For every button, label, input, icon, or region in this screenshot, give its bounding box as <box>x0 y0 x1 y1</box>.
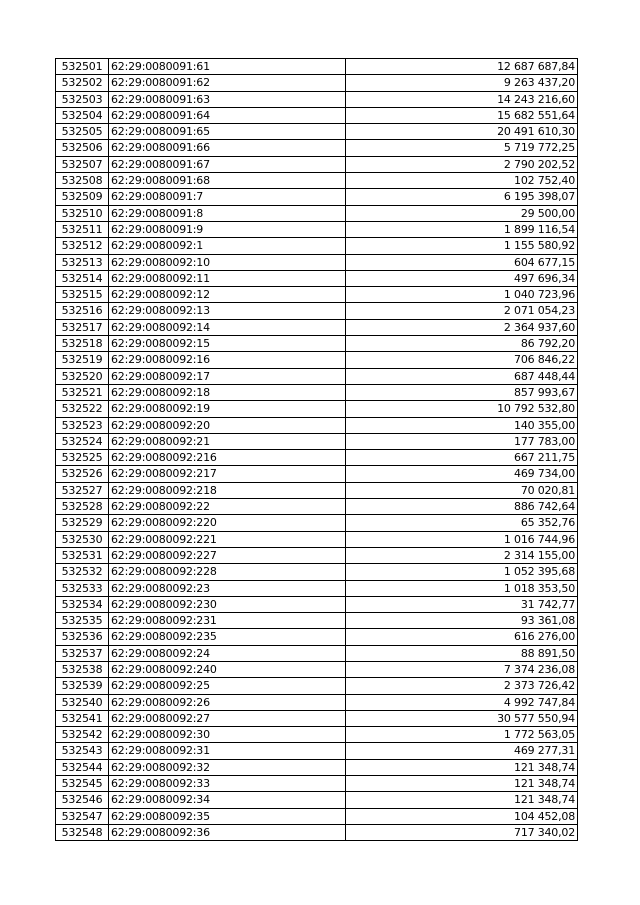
row-number-cell: 532520 <box>56 368 109 384</box>
table-row <box>56 661 578 677</box>
table-row <box>56 270 578 286</box>
cadastral-number-cell: 62:29:0080092:30 <box>109 727 346 743</box>
table-row <box>56 450 578 466</box>
cadastral-number-cell: 62:29:0080091:68 <box>109 173 346 189</box>
cadastral-value-table <box>55 58 578 841</box>
cadastral-number-cell: 62:29:0080092:216 <box>109 450 346 466</box>
row-number-cell: 532515 <box>56 287 109 303</box>
table-row <box>56 596 578 612</box>
table-row <box>56 401 578 417</box>
row-number-cell: 532505 <box>56 124 109 140</box>
row-number-cell: 532508 <box>56 173 109 189</box>
cadastral-value-cell: 140 355,00 <box>346 417 578 433</box>
table-row <box>56 352 578 368</box>
table-row <box>56 140 578 156</box>
cadastral-number-cell: 62:29:0080092:227 <box>109 547 346 563</box>
row-number-cell: 532536 <box>56 629 109 645</box>
row-number-cell: 532537 <box>56 645 109 661</box>
row-number-cell: 532511 <box>56 221 109 237</box>
cadastral-number-cell: 62:29:0080092:217 <box>109 466 346 482</box>
cadastral-number-cell: 62:29:0080091:64 <box>109 107 346 123</box>
row-number-cell: 532541 <box>56 710 109 726</box>
table-row <box>56 466 578 482</box>
table-row <box>56 124 578 140</box>
cadastral-number-cell: 62:29:0080092:23 <box>109 580 346 596</box>
table-row <box>56 710 578 726</box>
row-number-cell: 532512 <box>56 238 109 254</box>
cadastral-value-cell: 469 277,31 <box>346 743 578 759</box>
cadastral-number-cell: 62:29:0080092:231 <box>109 613 346 629</box>
table-row <box>56 678 578 694</box>
cadastral-number-cell: 62:29:0080091:63 <box>109 91 346 107</box>
row-number-cell: 532503 <box>56 91 109 107</box>
cadastral-number-cell: 62:29:0080092:221 <box>109 531 346 547</box>
table-row <box>56 368 578 384</box>
row-number-cell: 532513 <box>56 254 109 270</box>
table-row <box>56 287 578 303</box>
table-row <box>56 156 578 172</box>
table-row <box>56 645 578 661</box>
cadastral-value-cell: 20 491 610,30 <box>346 124 578 140</box>
row-number-cell: 532530 <box>56 531 109 547</box>
cadastral-value-cell: 121 348,74 <box>346 792 578 808</box>
cadastral-number-cell: 62:29:0080092:220 <box>109 515 346 531</box>
cadastral-value-cell: 2 071 054,23 <box>346 303 578 319</box>
cadastral-number-cell: 62:29:0080092:1 <box>109 238 346 254</box>
row-number-cell: 532522 <box>56 401 109 417</box>
row-number-cell: 532501 <box>56 59 109 75</box>
cadastral-value-cell: 857 993,67 <box>346 384 578 400</box>
row-number-cell: 532538 <box>56 661 109 677</box>
cadastral-value-cell: 70 020,81 <box>346 482 578 498</box>
row-number-cell: 532548 <box>56 824 109 840</box>
cadastral-number-cell: 62:29:0080092:12 <box>109 287 346 303</box>
cadastral-number-cell: 62:29:0080092:36 <box>109 824 346 840</box>
cadastral-value-cell: 2 314 155,00 <box>346 547 578 563</box>
table-row <box>56 482 578 498</box>
table-row <box>56 499 578 515</box>
table-row <box>56 824 578 840</box>
table-row <box>56 254 578 270</box>
cadastral-number-cell: 62:29:0080092:240 <box>109 661 346 677</box>
cadastral-number-cell: 62:29:0080092:22 <box>109 499 346 515</box>
row-number-cell: 532506 <box>56 140 109 156</box>
cadastral-number-cell: 62:29:0080092:13 <box>109 303 346 319</box>
cadastral-value-cell: 2 364 937,60 <box>346 319 578 335</box>
cadastral-number-cell: 62:29:0080092:228 <box>109 564 346 580</box>
table-row <box>56 743 578 759</box>
table-row <box>56 384 578 400</box>
table-row <box>56 531 578 547</box>
row-number-cell: 532524 <box>56 433 109 449</box>
row-number-cell: 532542 <box>56 727 109 743</box>
row-number-cell: 532528 <box>56 499 109 515</box>
cadastral-value-cell: 102 752,40 <box>346 173 578 189</box>
row-number-cell: 532534 <box>56 596 109 612</box>
table-row <box>56 759 578 775</box>
table-row <box>56 107 578 123</box>
cadastral-number-cell: 62:29:0080091:9 <box>109 221 346 237</box>
cadastral-value-cell: 121 348,74 <box>346 776 578 792</box>
table-body <box>56 59 578 841</box>
cadastral-number-cell: 62:29:0080092:26 <box>109 694 346 710</box>
cadastral-value-cell: 104 452,08 <box>346 808 578 824</box>
cadastral-value-cell: 6 195 398,07 <box>346 189 578 205</box>
cadastral-value-cell: 604 677,15 <box>346 254 578 270</box>
cadastral-value-cell: 15 682 551,64 <box>346 107 578 123</box>
row-number-cell: 532519 <box>56 352 109 368</box>
row-number-cell: 532539 <box>56 678 109 694</box>
row-number-cell: 532535 <box>56 613 109 629</box>
row-number-cell: 532523 <box>56 417 109 433</box>
cadastral-number-cell: 62:29:0080091:8 <box>109 205 346 221</box>
cadastral-number-cell: 62:29:0080092:33 <box>109 776 346 792</box>
cadastral-value-cell: 121 348,74 <box>346 759 578 775</box>
cadastral-value-cell: 86 792,20 <box>346 336 578 352</box>
row-number-cell: 532504 <box>56 107 109 123</box>
table-row <box>56 433 578 449</box>
cadastral-value-cell: 31 742,77 <box>346 596 578 612</box>
cadastral-number-cell: 62:29:0080092:235 <box>109 629 346 645</box>
row-number-cell: 532502 <box>56 75 109 91</box>
cadastral-value-cell: 2 790 202,52 <box>346 156 578 172</box>
cadastral-number-cell: 62:29:0080091:65 <box>109 124 346 140</box>
row-number-cell: 532507 <box>56 156 109 172</box>
cadastral-number-cell: 62:29:0080092:21 <box>109 433 346 449</box>
cadastral-number-cell: 62:29:0080092:27 <box>109 710 346 726</box>
row-number-cell: 532517 <box>56 319 109 335</box>
table-row <box>56 547 578 563</box>
cadastral-value-cell: 616 276,00 <box>346 629 578 645</box>
cadastral-value-cell: 177 783,00 <box>346 433 578 449</box>
table-row <box>56 319 578 335</box>
cadastral-value-cell: 14 243 216,60 <box>346 91 578 107</box>
row-number-cell: 532544 <box>56 759 109 775</box>
cadastral-value-cell: 4 992 747,84 <box>346 694 578 710</box>
cadastral-value-cell: 687 448,44 <box>346 368 578 384</box>
table-row <box>56 792 578 808</box>
row-number-cell: 532526 <box>56 466 109 482</box>
cadastral-value-cell: 706 846,22 <box>346 352 578 368</box>
cadastral-number-cell: 62:29:0080091:7 <box>109 189 346 205</box>
cadastral-value-cell: 29 500,00 <box>346 205 578 221</box>
table-row <box>56 727 578 743</box>
cadastral-number-cell: 62:29:0080091:61 <box>109 59 346 75</box>
table-row <box>56 75 578 91</box>
row-number-cell: 532510 <box>56 205 109 221</box>
cadastral-number-cell: 62:29:0080091:66 <box>109 140 346 156</box>
table-row <box>56 515 578 531</box>
table-row <box>56 59 578 75</box>
cadastral-number-cell: 62:29:0080092:35 <box>109 808 346 824</box>
cadastral-number-cell: 62:29:0080092:16 <box>109 352 346 368</box>
cadastral-number-cell: 62:29:0080092:31 <box>109 743 346 759</box>
row-number-cell: 532521 <box>56 384 109 400</box>
row-number-cell: 532540 <box>56 694 109 710</box>
table-row <box>56 91 578 107</box>
row-number-cell: 532514 <box>56 270 109 286</box>
cadastral-number-cell: 62:29:0080092:25 <box>109 678 346 694</box>
table-row <box>56 205 578 221</box>
row-number-cell: 532529 <box>56 515 109 531</box>
row-number-cell: 532527 <box>56 482 109 498</box>
cadastral-value-cell: 65 352,76 <box>346 515 578 531</box>
table-row <box>56 173 578 189</box>
table-row <box>56 580 578 596</box>
table-row <box>56 808 578 824</box>
cadastral-value-cell: 93 361,08 <box>346 613 578 629</box>
cadastral-number-cell: 62:29:0080092:32 <box>109 759 346 775</box>
cadastral-value-cell: 1 899 116,54 <box>346 221 578 237</box>
row-number-cell: 532518 <box>56 336 109 352</box>
cadastral-number-cell: 62:29:0080092:20 <box>109 417 346 433</box>
cadastral-number-cell: 62:29:0080092:230 <box>109 596 346 612</box>
table-row <box>56 694 578 710</box>
cadastral-value-cell: 1 040 723,96 <box>346 287 578 303</box>
cadastral-value-cell: 1 772 563,05 <box>346 727 578 743</box>
cadastral-number-cell: 62:29:0080092:34 <box>109 792 346 808</box>
cadastral-number-cell: 62:29:0080092:14 <box>109 319 346 335</box>
cadastral-number-cell: 62:29:0080092:18 <box>109 384 346 400</box>
cadastral-number-cell: 62:29:0080092:19 <box>109 401 346 417</box>
table-row <box>56 613 578 629</box>
cadastral-value-cell: 1 018 353,50 <box>346 580 578 596</box>
cadastral-number-cell: 62:29:0080092:218 <box>109 482 346 498</box>
cadastral-number-cell: 62:29:0080092:15 <box>109 336 346 352</box>
cadastral-number-cell: 62:29:0080092:17 <box>109 368 346 384</box>
cadastral-number-cell: 62:29:0080091:67 <box>109 156 346 172</box>
cadastral-number-cell: 62:29:0080092:24 <box>109 645 346 661</box>
table-row <box>56 221 578 237</box>
cadastral-value-cell: 9 263 437,20 <box>346 75 578 91</box>
row-number-cell: 532525 <box>56 450 109 466</box>
row-number-cell: 532531 <box>56 547 109 563</box>
row-number-cell: 532509 <box>56 189 109 205</box>
cadastral-number-cell: 62:29:0080092:11 <box>109 270 346 286</box>
cadastral-value-cell: 10 792 532,80 <box>346 401 578 417</box>
table-row <box>56 417 578 433</box>
cadastral-value-cell: 1 155 580,92 <box>346 238 578 254</box>
row-number-cell: 532516 <box>56 303 109 319</box>
cadastral-value-cell: 497 696,34 <box>346 270 578 286</box>
table-row <box>56 629 578 645</box>
cadastral-value-cell: 886 742,64 <box>346 499 578 515</box>
cadastral-value-cell: 667 211,75 <box>346 450 578 466</box>
row-number-cell: 532546 <box>56 792 109 808</box>
table-row <box>56 776 578 792</box>
cadastral-value-cell: 30 577 550,94 <box>346 710 578 726</box>
row-number-cell: 532532 <box>56 564 109 580</box>
cadastral-value-cell: 1 016 744,96 <box>346 531 578 547</box>
cadastral-value-cell: 717 340,02 <box>346 824 578 840</box>
table-row <box>56 303 578 319</box>
cadastral-number-cell: 62:29:0080091:62 <box>109 75 346 91</box>
cadastral-value-cell: 88 891,50 <box>346 645 578 661</box>
cadastral-value-cell: 5 719 772,25 <box>346 140 578 156</box>
cadastral-value-cell: 2 373 726,42 <box>346 678 578 694</box>
cadastral-value-cell: 7 374 236,08 <box>346 661 578 677</box>
cadastral-value-cell: 12 687 687,84 <box>346 59 578 75</box>
row-number-cell: 532545 <box>56 776 109 792</box>
table-row <box>56 336 578 352</box>
row-number-cell: 532547 <box>56 808 109 824</box>
table-row <box>56 564 578 580</box>
table-row <box>56 189 578 205</box>
cadastral-value-cell: 469 734,00 <box>346 466 578 482</box>
cadastral-number-cell: 62:29:0080092:10 <box>109 254 346 270</box>
row-number-cell: 532543 <box>56 743 109 759</box>
table-row <box>56 238 578 254</box>
row-number-cell: 532533 <box>56 580 109 596</box>
cadastral-value-cell: 1 052 395,68 <box>346 564 578 580</box>
